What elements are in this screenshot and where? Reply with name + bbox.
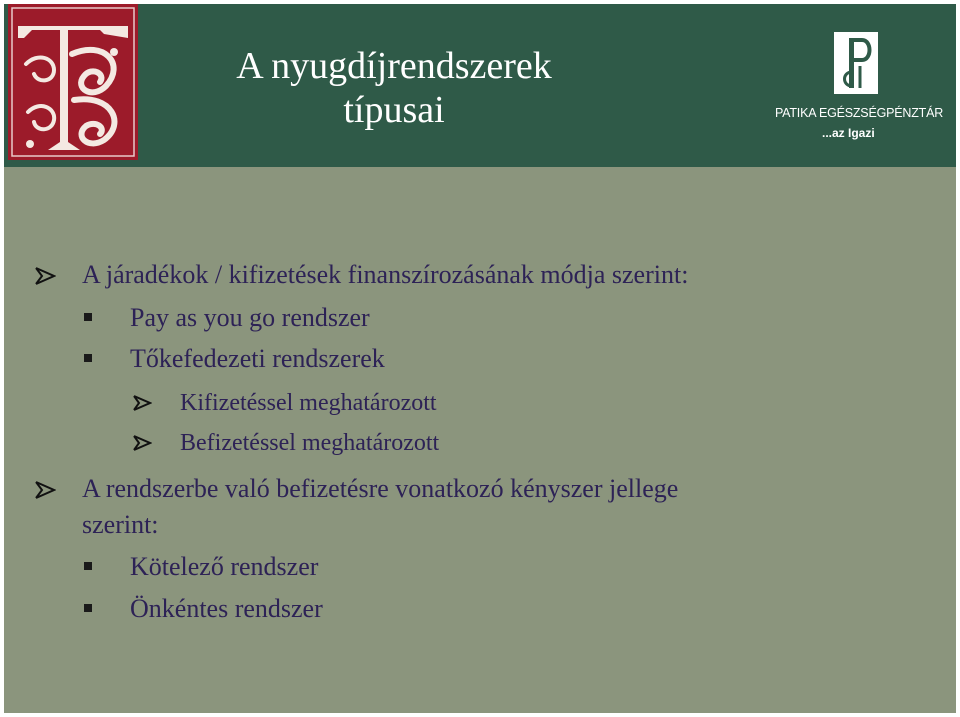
arrow-bullet-icon (34, 480, 56, 500)
bullet-mandatory: Kötelező rendszer (130, 552, 319, 581)
slide (4, 4, 956, 713)
arrow-bullet-icon (34, 266, 56, 286)
slide-title-line2: típusai (343, 89, 445, 131)
bullet-defined-contribution: Befizetéssel meghatározott (180, 430, 440, 456)
bullet-voluntary: Önkéntes rendszer (130, 594, 323, 623)
bullet-compulsion-line1: A rendszerbe való befizetésre vonatkozó kényszer jellege (82, 474, 679, 503)
slide-title-line1: A nyugdíjrendszerek (236, 45, 552, 87)
square-bullet-icon (84, 313, 92, 321)
square-bullet-icon (84, 562, 92, 570)
bullet-financing: A járadékok / kifizetések finanszírozásának módja szerint: (82, 260, 689, 289)
arrow-bullet-icon (132, 434, 152, 452)
bullet-funded: Tőkefedezeti rendszerek (130, 344, 385, 373)
arrow-bullet-icon (132, 394, 152, 412)
brand-name: PATIKA EGÉSZSÉGPÉNZTÁR (774, 106, 944, 120)
bullet-list (4, 4, 956, 713)
brand-slogan: ...az Igazi (822, 126, 875, 140)
square-bullet-icon (84, 604, 92, 612)
square-bullet-icon (84, 354, 92, 362)
bullet-pay-as-you-go: Pay as you go rendszer (130, 303, 370, 332)
bullet-compulsion-line2: szerint: (82, 510, 159, 539)
bullet-defined-benefit: Kifizetéssel meghatározott (180, 390, 437, 416)
